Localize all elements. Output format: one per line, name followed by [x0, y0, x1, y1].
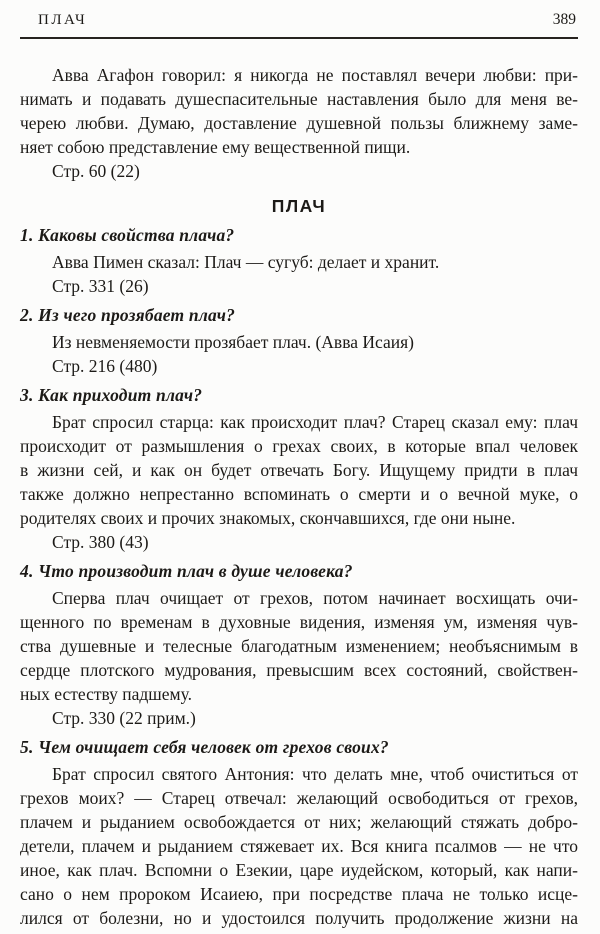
text-line: ства душевные и телесные благодатным изменением; необъяснимым в	[20, 636, 578, 656]
text-line: иное, как плач. Вспомни о Езекии, царе иудейском, который, как напи-	[20, 860, 578, 880]
source-ref: Стр. 331 (26)	[52, 276, 149, 296]
source-ref: Стр. 60 (22)	[52, 161, 140, 181]
answer-paragraph	[20, 250, 578, 274]
question-heading: 5. Чем очищает себя человек от грехов своих?	[20, 737, 389, 757]
text-line: черею любви. Думаю, доставление душевной пользы ближнему заме-	[20, 113, 578, 133]
answer-paragraph	[20, 330, 578, 354]
source-ref: Стр. 216 (480)	[52, 356, 158, 376]
text-line: няет собою представление ему вещественной пищи.	[20, 137, 411, 157]
text-line: происходит от размышления о грехах своих, в которые впал человек	[20, 436, 578, 456]
text-line: нимать и подавать душеспасительные наставления было для меня ве-	[20, 89, 578, 109]
page-number: 389	[552, 11, 576, 28]
running-header	[20, 8, 578, 39]
sections-container	[20, 223, 578, 930]
question-heading: 3. Как приходит плач?	[20, 385, 203, 405]
answer-paragraph	[20, 410, 578, 530]
qa-section-5	[20, 735, 578, 930]
qa-section-4	[20, 559, 578, 730]
text-line: Авва Пимен сказал: Плач — сугуб: делает и хранит.	[52, 252, 440, 272]
text-line: лился от болезни, но и удостоился получить продолжение жизни на	[20, 908, 578, 928]
text-line: в жизни сей, и как он будет отвечать Богу. Ищущему придти в плач	[20, 460, 578, 480]
qa-section-3	[20, 383, 578, 554]
text-line: Авва Агафон говорил: я никогда не поставлял вечери любви: при-	[52, 65, 578, 85]
text-line: Из невменяемости прозябает плач. (Авва Исаия)	[52, 332, 414, 352]
text-line: детели, плачем и рыданием стяжевает их. Вся книга псалмов — не что	[20, 836, 578, 856]
text-line: ных естеству падшему.	[20, 684, 193, 704]
text-line: грехов моих? — Старец отвечал: желающий освободиться от грехов,	[20, 788, 578, 808]
text-line: плачем и рыданием освобождается от них; желающий стяжать добро-	[20, 812, 578, 832]
question-heading: 1. Каковы свойства плача?	[20, 225, 235, 245]
source-ref: Стр. 330 (22 прим.)	[52, 708, 196, 728]
text-line: щенного по временам в духовные видения, изменяя ум, изменяя чув-	[20, 612, 578, 632]
answer-paragraph	[20, 586, 578, 706]
running-head-title: ПЛАЧ	[38, 12, 88, 28]
qa-section-2	[20, 303, 578, 378]
text-line: сано о нем пророком Исаиею, при посредстве плача не только исце-	[20, 884, 578, 904]
question-heading: 4. Что производит плач в душе человека?	[20, 561, 353, 581]
intro-paragraph	[20, 63, 578, 183]
chapter-title: ПЛАЧ	[271, 196, 327, 216]
answer-paragraph	[20, 762, 578, 930]
question-heading: 2. Из чего прозябает плач?	[20, 305, 236, 325]
source-ref: Стр. 380 (43)	[52, 532, 149, 552]
text-line: Брат спросил святого Антония: что делать мне, чтоб очиститься от	[52, 764, 578, 784]
text-line: Брат спросил старца: как происходит плач? Старец сказал ему: плач	[52, 412, 578, 432]
text-line: сердце плотского мудрования, превысшим всех состояний, свойствен-	[20, 660, 578, 680]
qa-section-1	[20, 223, 578, 298]
text-line: родителях своих и прочих знакомых, скончавшихся, где они ныне.	[20, 508, 516, 528]
text-line: Сперва плач очищает от грехов, потом начинает восхищать очи-	[52, 588, 578, 608]
text-line: также должно непрестанно вспоминать о смерти и о вечной муке, о	[20, 484, 578, 504]
